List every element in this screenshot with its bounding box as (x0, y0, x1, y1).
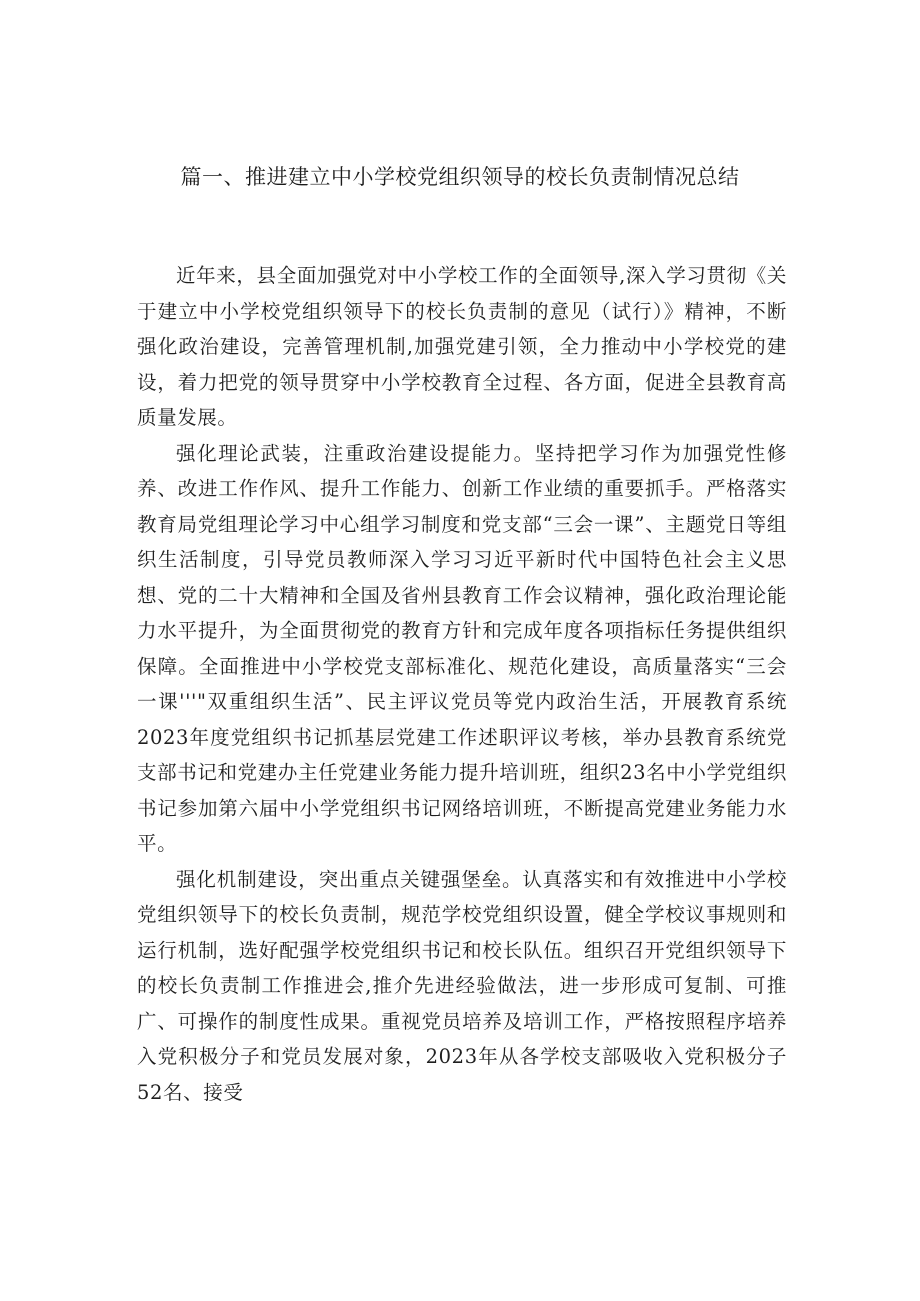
document-title: 篇一、推进建立中小学校党组织领导的校长负责制情况总结 (180, 165, 740, 189)
paragraph-intro: 近年来，县全面加强党对中小学校工作的全面领导,深入学习贯彻《关于建立中小学校党组织领导下的校长负责制的意见（试行）》精神，不断强化政治建设，完善管理机制,加强党建引领，全力推动中小学校党的建设，着力把党的领导贯穿中小学校教育全过程、各方面，促进全县教育高质量发展。 (137, 264, 787, 429)
paragraph-mechanism: 强化机制建设，突出重点关键强堡垒。认真落实和有效推进中小学校党组织领导下的校长负责制，规范学校党组织设置，健全学校议事规则和运行机制，选好配强学校党组织书记和校长队伍。组织召开党组织领导下的校长负责制工作推进会,推介先进经验做法，进一步形成可复制、可推广、可操作的制度性成果。重视党员培养及培训工作，严格按照程序培养入党积极分子和党员发展对象，2023年从各学校支部吸收入党积极分子52名、接受 (137, 867, 787, 1104)
document-body (137, 258, 787, 1110)
paragraph-theory: 强化理论武装，注重政治建设提能力。坚持把学习作为加强党性修养、改进工作作风、提升工作能力、创新工作业绩的重要抓手。严格落实教育局党组理论学习中心组学习制度和党支部“三会一课”、主题党日等组织生活制度，引导党员教师深入学习习近平新时代中国特色社会主义思想、党的二十大精神和全国及省州县教育工作会议精神，强化政治理论能力水平提升，为全面贯彻党的教育方针和完成年度各项指标任务提供组织保障。全面推进中小学校党支部标准化、规范化建设，高质量落实“三会一课'''"双重组织生活”、民主评议党员等党内政治生活，开展教育系统2023年度党组织书记抓基层党建工作述职评议考核，举办县教育系统党支部书记和党建办主任党建业务能力提升培训班，组织23名中小学党组织书记参加第六届中小学党组织书记网络培训班，不断提高党建业务能力水平。 (137, 441, 787, 855)
